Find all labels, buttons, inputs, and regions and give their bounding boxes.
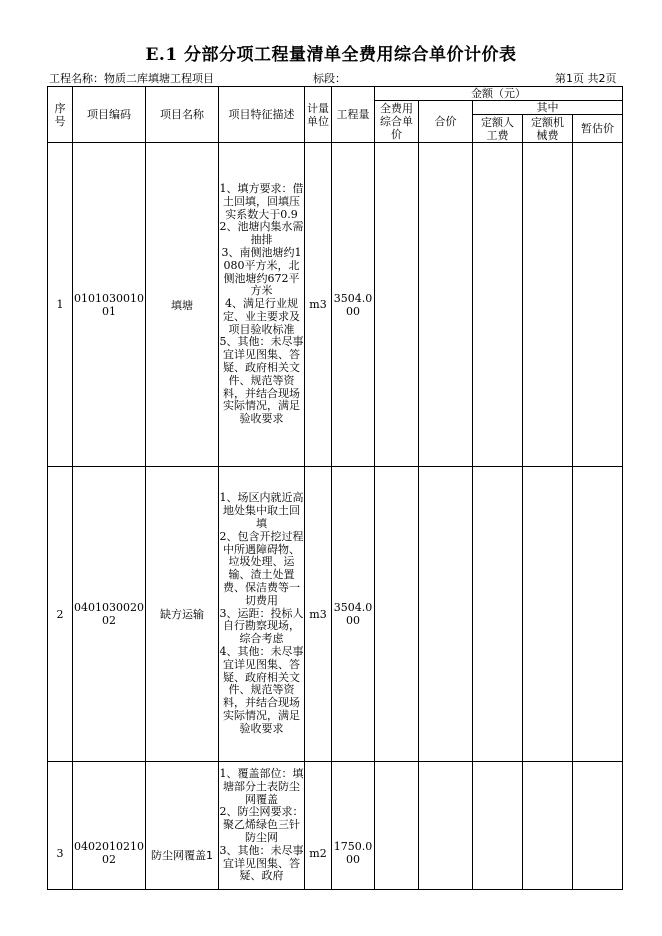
row-features: 1、场区内就近高地处集中取土回填 2、包含开挖过程中所遇障碍物、垃圾处理、运输、渣土处置费、保洁费等一切费用 3、运距：投标人自行勘察现场，综合考虑 4、其他：未尽事宜详见图集、答疑、政府相关文件、规范等资料，并结合现场实际情况，满足验收要求 — [219, 467, 305, 762]
header-machine: 定额机械费 — [523, 115, 573, 143]
header-name: 项目名称 — [146, 87, 219, 143]
row-qty: 3504.000 — [332, 467, 375, 762]
header-qty: 工程量 — [332, 87, 375, 143]
row-total — [419, 143, 473, 467]
row-features: 1、覆盖部位：填塘部分土表防尘网覆盖 2、防尘网要求：聚乙烯绿色三针防尘网 3、其他：未尽事宜详见图集、答疑、政府 — [219, 762, 305, 890]
section-label: 标段： — [313, 72, 346, 85]
table-row — [48, 143, 623, 467]
row-name: 缺方运输 — [146, 467, 219, 762]
row-seq: 3 — [48, 762, 73, 890]
pricing-table — [47, 86, 623, 890]
header-of-which: 其中 — [473, 101, 623, 115]
row-code: 040201021002 — [73, 762, 146, 890]
row-name: 填塘 — [146, 143, 219, 467]
row-code: 010103001001 — [73, 143, 146, 467]
row-qty: 1750.000 — [332, 762, 375, 890]
header-total: 合价 — [419, 101, 473, 143]
table-row — [48, 762, 623, 890]
row-full-price — [375, 143, 419, 467]
page-number: 第1页 共2页 — [555, 72, 617, 85]
row-unit: m3 — [305, 143, 332, 467]
header-full-price: 全费用综合单价 — [375, 101, 419, 143]
project-name: 工程名称：物质二库填塘工程项目 — [49, 72, 214, 85]
row-code: 040103002002 — [73, 467, 146, 762]
row-total — [419, 762, 473, 890]
row-name: 防尘网覆盖1 — [146, 762, 219, 890]
row-unit: m3 — [305, 467, 332, 762]
row-labor — [473, 467, 523, 762]
row-seq: 1 — [48, 143, 73, 467]
row-machine — [523, 762, 573, 890]
row-features: 1、填方要求：借土回填，回填压实系数大于0.9 2、池塘内集水需抽排 3、南侧池塘约1080平方米，北侧池塘约672平方米 4、满足行业规定、业主要求及项目验收标准 5、其他：未尽事宜详见图集、答疑、政府相关文件、规范等资料，并结合现场实际情况，满足验收要求 — [219, 143, 305, 467]
header-seq: 序号 — [48, 87, 73, 143]
table-row — [48, 467, 623, 762]
row-provisional — [573, 143, 623, 467]
page-title: E.1 分部分项工程量清单全费用综合单价计价表 — [145, 45, 517, 65]
row-qty: 3504.000 — [332, 143, 375, 467]
header-amount: 金额（元） — [375, 87, 623, 101]
header-labor: 定额人工费 — [473, 115, 523, 143]
row-provisional — [573, 467, 623, 762]
row-machine — [523, 143, 573, 467]
header-features: 项目特征描述 — [219, 87, 305, 143]
row-machine — [523, 467, 573, 762]
row-full-price — [375, 467, 419, 762]
header-code: 项目编码 — [73, 87, 146, 143]
row-provisional — [573, 762, 623, 890]
header-unit: 计量单位 — [305, 87, 332, 143]
row-full-price — [375, 762, 419, 890]
header-provisional: 暂估价 — [573, 115, 623, 143]
row-labor — [473, 143, 523, 467]
row-seq: 2 — [48, 467, 73, 762]
row-labor — [473, 762, 523, 890]
row-unit: m2 — [305, 762, 332, 890]
row-total — [419, 467, 473, 762]
